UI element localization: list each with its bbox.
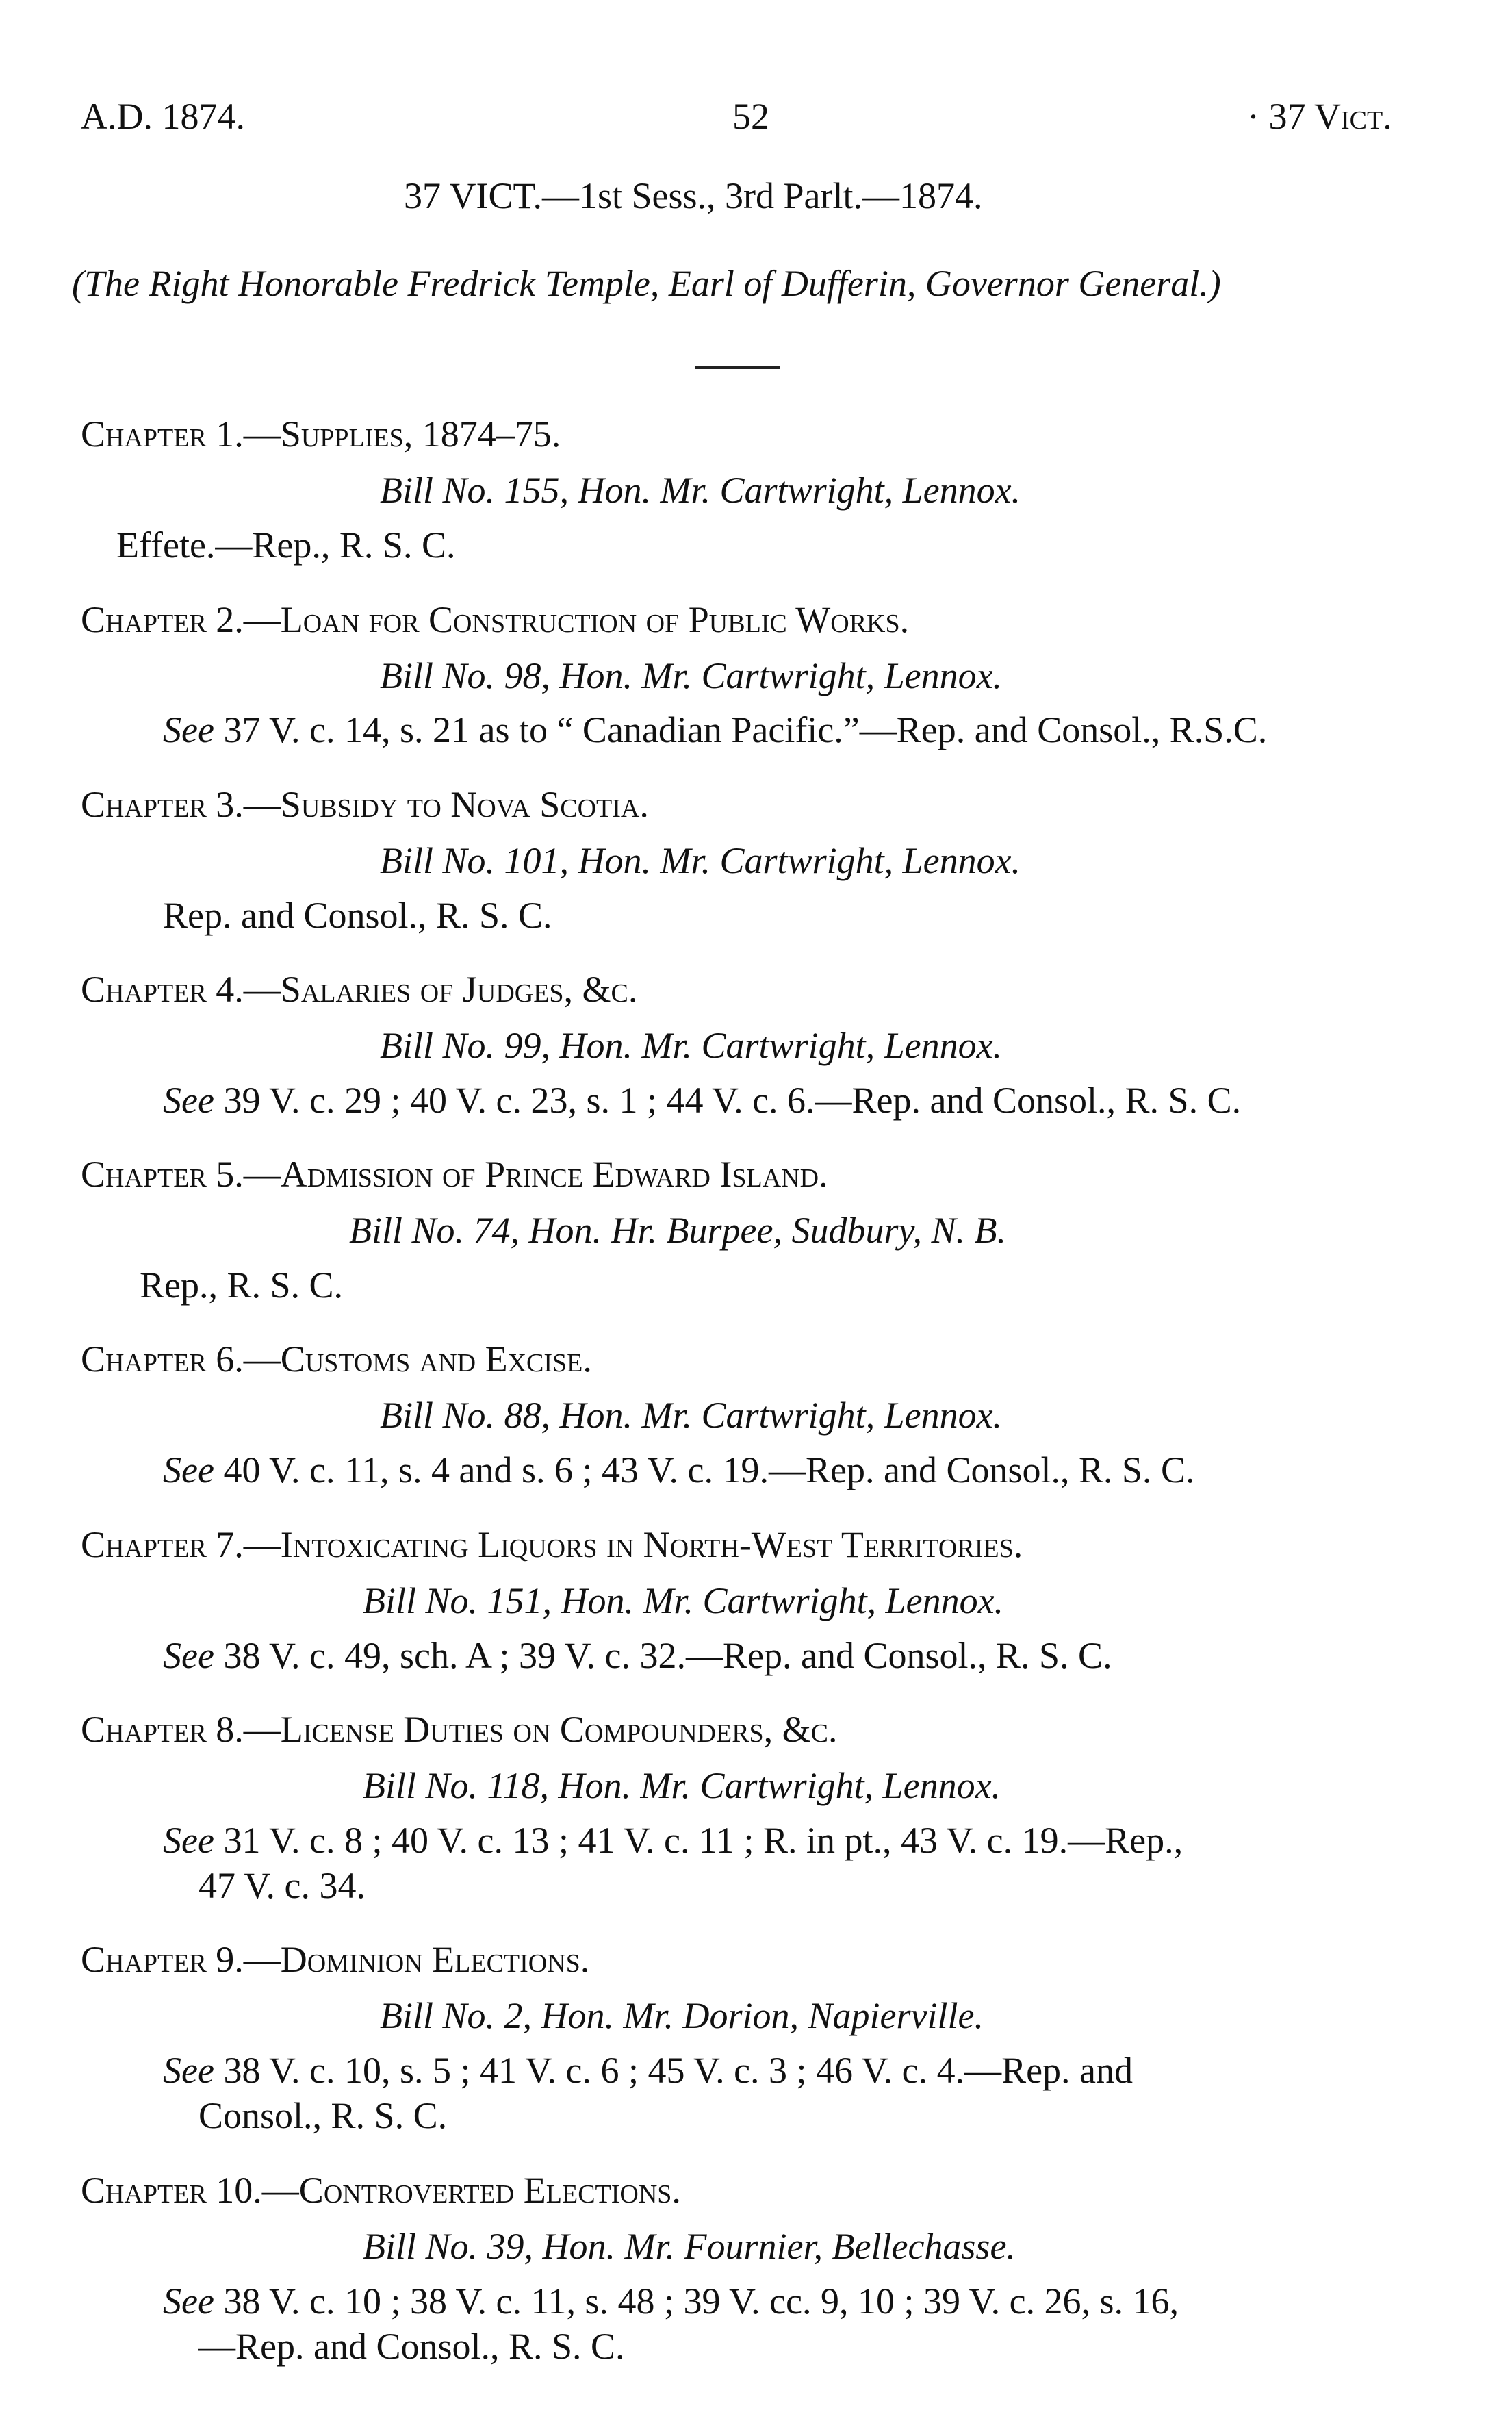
see-label: See: [163, 1080, 214, 1121]
chapter-bill: Bill No. 155, Hon. Mr. Cartwright, Lennox.: [380, 470, 1021, 511]
chapter-heading: Chapter 6.—Customs and Excise.: [81, 1338, 592, 1380]
see-label: See: [163, 709, 214, 750]
page-number: 52: [732, 96, 769, 137]
see-label: See: [163, 1820, 214, 1861]
chapter-note: [163, 1634, 1112, 1677]
chapter-note: [163, 2279, 1179, 2323]
note-text: 40 V. c. 11, s. 4 and s. 6 ; 43 V. c. 19.—Rep. and Consol., R. S. C.: [223, 1449, 1195, 1490]
header-regnal-year: · 37 Vict.: [1247, 96, 1392, 137]
chapter-note-continuation: Consol., R. S. C.: [198, 2095, 448, 2136]
chapter-note: [163, 2048, 1133, 2092]
header-year: A.D. 1874.: [81, 96, 245, 137]
chapter-bill: Bill No. 118, Hon. Mr. Cartwright, Lennox.: [363, 1765, 1001, 1806]
see-label: See: [163, 2281, 214, 2322]
chapter-bill: Bill No. 98, Hon. Mr. Cartwright, Lennox.: [380, 655, 1003, 696]
see-label: See: [163, 2050, 214, 2091]
note-text: 37 V. c. 14, s. 21 as to “ Canadian Pacific.”—Rep. and Consol., R.S.C.: [223, 709, 1268, 750]
chapter-note-continuation: 47 V. c. 34.: [198, 1865, 366, 1906]
chapter-note: [163, 708, 1267, 752]
note-text: 38 V. c. 10, s. 5 ; 41 V. c. 6 ; 45 V. c. 3 ; 46 V. c. 4.—Rep. and: [223, 2050, 1133, 2091]
note-text: 38 V. c. 49, sch. A ; 39 V. c. 32.—Rep. and Consol., R. S. C.: [223, 1635, 1112, 1676]
chapter-note: [163, 1818, 1183, 1862]
chapter-heading: Chapter 3.—Subsidy to Nova Scotia.: [81, 784, 649, 825]
session-heading: 37 VICT.—1st Sess., 3rd Parlt.—1874.: [404, 175, 983, 216]
chapter-note: [163, 1078, 1241, 1122]
note-text: 31 V. c. 8 ; 40 V. c. 13 ; 41 V. c. 11 ; R. in pt., 43 V. c. 19.—Rep.,: [223, 1820, 1183, 1861]
chapter-heading: Chapter 10.—Controverted Elections.: [81, 2170, 681, 2211]
chapter-heading: Chapter 9.—Dominion Elections.: [81, 1939, 590, 1980]
chapter-note: Rep. and Consol., R. S. C.: [163, 895, 552, 936]
chapter-heading: Chapter 5.—Admission of Prince Edward Island.: [81, 1154, 828, 1195]
chapter-note: Effete.—Rep., R. S. C.: [116, 524, 456, 566]
note-text: 38 V. c. 10 ; 38 V. c. 11, s. 48 ; 39 V. cc. 9, 10 ; 39 V. c. 26, s. 16,: [223, 2281, 1179, 2322]
chapter-bill: Bill No. 151, Hon. Mr. Cartwright, Lennox.: [363, 1580, 1004, 1621]
chapter-bill: Bill No. 74, Hon. Hr. Burpee, Sudbury, N. B.: [349, 1210, 1006, 1251]
see-label: See: [163, 1635, 214, 1676]
chapter-note-continuation: —Rep. and Consol., R. S. C.: [198, 2326, 625, 2367]
chapter-heading: Chapter 8.—License Duties on Compounders, &c.: [81, 1709, 838, 1750]
chapter-bill: Bill No. 88, Hon. Mr. Cartwright, Lennox.: [380, 1395, 1003, 1436]
governor-line: (The Right Honorable Fredrick Temple, Earl of Dufferin, Governor General.): [72, 263, 1221, 304]
note-text: 39 V. c. 29 ; 40 V. c. 23, s. 1 ; 44 V. c. 6.—Rep. and Consol., R. S. C.: [223, 1080, 1242, 1121]
chapter-heading: Chapter 2.—Loan for Construction of Public Works.: [81, 599, 910, 640]
see-label: See: [163, 1449, 214, 1490]
section-divider: [695, 366, 780, 369]
chapter-bill: Bill No. 99, Hon. Mr. Cartwright, Lennox.: [380, 1025, 1003, 1066]
chapter-note: Rep., R. S. C.: [140, 1265, 344, 1306]
chapter-heading: Chapter 4.—Salaries of Judges, &c.: [81, 969, 638, 1010]
chapter-bill: Bill No. 2, Hon. Mr. Dorion, Napierville.: [380, 1995, 984, 2036]
chapter-heading: Chapter 1.—Supplies, 1874–75.: [81, 414, 561, 455]
chapter-bill: Bill No. 101, Hon. Mr. Cartwright, Lennox.: [380, 840, 1021, 881]
chapter-note: [163, 1448, 1195, 1492]
chapter-heading: Chapter 7.—Intoxicating Liquors in North-West Territories.: [81, 1524, 1023, 1565]
chapter-bill: Bill No. 39, Hon. Mr. Fournier, Bellechasse.: [363, 2226, 1016, 2267]
